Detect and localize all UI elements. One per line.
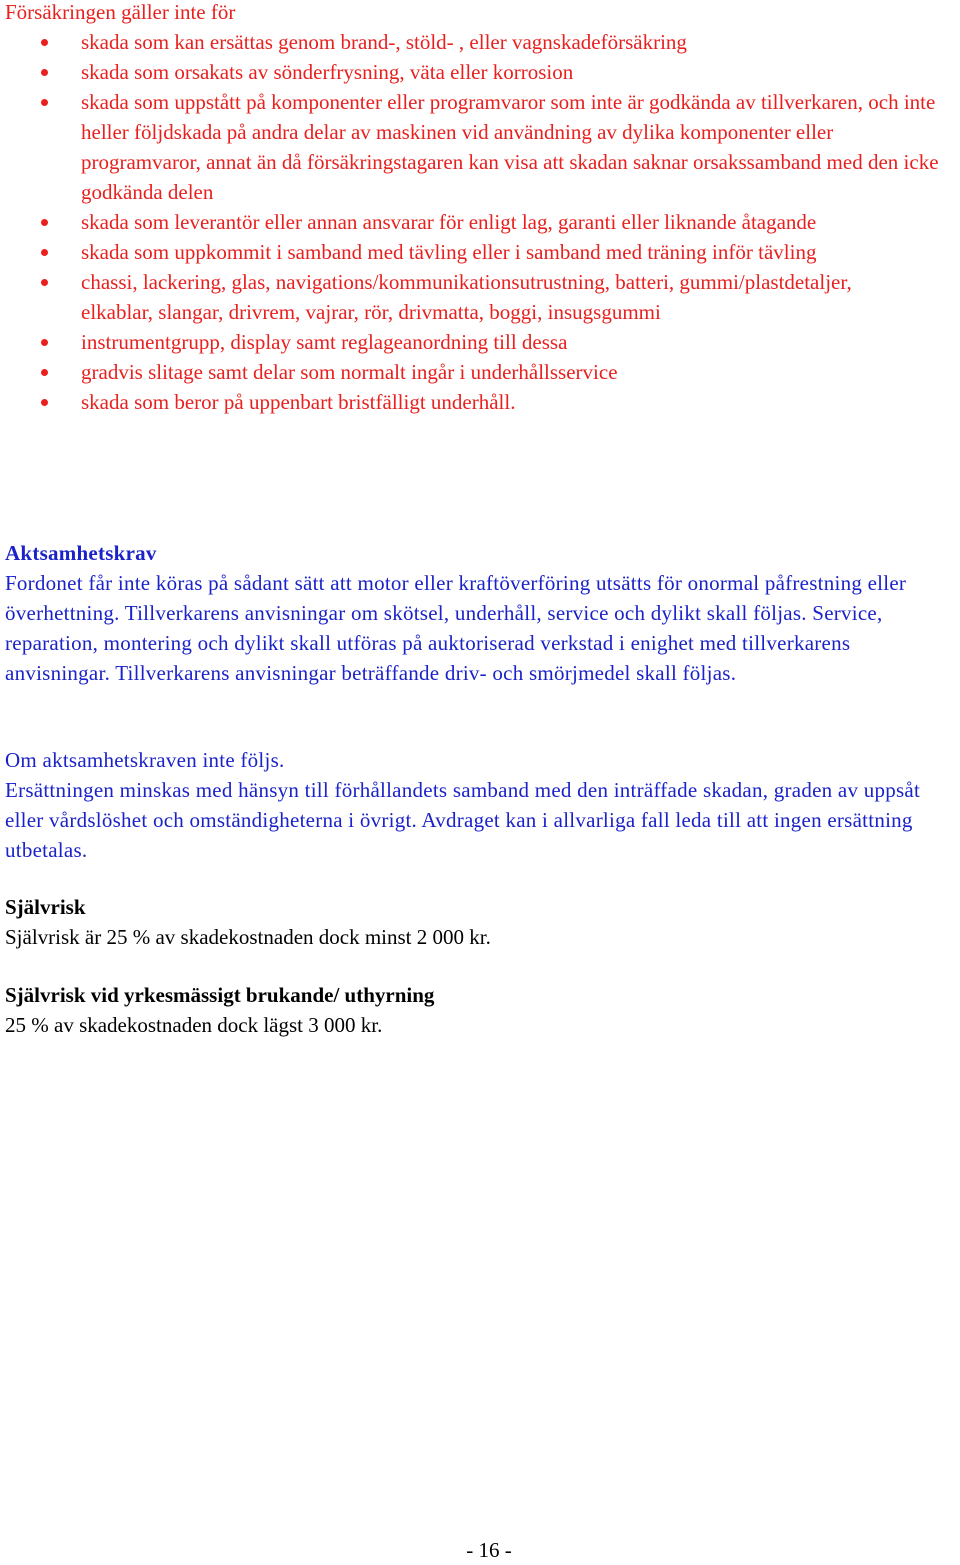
- bullet-icon: [41, 399, 48, 406]
- aktsamhet-heading: Aktsamhetskrav: [5, 541, 157, 565]
- bullet-icon: [41, 369, 48, 376]
- sjalvrisk-yrke-section: [5, 980, 960, 1040]
- sjalvrisk-heading: Självrisk: [5, 895, 86, 919]
- ej-foljs-heading: Om aktsamhetskraven inte följs.: [5, 748, 285, 772]
- list-item: skada som uppstått på komponenter eller programvaror som inte är godkända av tillverkaren, och inte heller följdskada på andra delar av maskinen vid användning av dylika komponenter eller programvaror, annat än då försäkringstagaren kan visa att skadan saknar orsakssamband med den icke godkända delen: [5, 87, 955, 207]
- bullet-icon: [41, 99, 48, 106]
- aktsamhet-body: Fordonet får inte köras på sådant sätt att motor eller kraftöverföring utsätts för onormal påfrestning eller överhettning. Tillverkarens anvisningar om skötsel, underhåll, service och dylikt skall följas. Service, reparation, montering och dylikt skall utföras på auktoriserad verkstad i enighet med tillverkarens anvisningar. Tillverkarens anvisningar beträffande driv- och smörjmedel skall följas.: [5, 571, 907, 685]
- ej-foljs-section: [5, 745, 960, 865]
- aktsamhet-section: [5, 538, 960, 688]
- list-item: gradvis slitage samt delar som normalt ingår i underhållsservice: [5, 357, 955, 387]
- list-item: skada som beror på uppenbart bristfälligt underhåll.: [5, 387, 955, 417]
- document-page: [5, 0, 955, 1037]
- sjalvrisk-yrke-heading: Självrisk vid yrkesmässigt brukande/ uthyrning: [5, 983, 435, 1007]
- bullet-icon: [41, 279, 48, 286]
- exclusions-intro: Försäkringen gäller inte för: [5, 0, 236, 24]
- sjalvrisk-section: [5, 892, 960, 952]
- list-item: instrumentgrupp, display samt reglageanordning till dessa: [5, 327, 955, 357]
- bullet-icon: [41, 339, 48, 346]
- page-number: - 16 -: [466, 1538, 512, 1562]
- list-item: skada som orsakats av sönderfrysning, väta eller korrosion: [5, 57, 955, 87]
- exclusions-list: [5, 27, 955, 417]
- sjalvrisk-yrke-body: 25 % av skadekostnaden dock lägst 3 000 kr.: [5, 1013, 383, 1037]
- bullet-icon: [41, 69, 48, 76]
- list-item: skada som leverantör eller annan ansvarar för enligt lag, garanti eller liknande åtagande: [5, 207, 955, 237]
- list-item: chassi, lackering, glas, navigations/kommunikationsutrustning, batteri, gummi/plastdetaljer, elkablar, slangar, drivrem, vajrar, rör, drivmatta, boggi, insugsgummi: [5, 267, 955, 327]
- bullet-icon: [41, 39, 48, 46]
- ej-foljs-body: Ersättningen minskas med hänsyn till förhållandets samband med den inträffade skadan, graden av uppsåt eller vårdslöshet och omständigheterna i övrigt. Avdraget kan i allvarliga fall leda till att ingen ersättning utbetalas.: [5, 778, 921, 862]
- sjalvrisk-body: Självrisk är 25 % av skadekostnaden dock minst 2 000 kr.: [5, 925, 491, 949]
- bullet-icon: [41, 219, 48, 226]
- bullet-icon: [41, 249, 48, 256]
- list-item: skada som kan ersättas genom brand-, stöld- , eller vagnskadeförsäkring: [5, 27, 955, 57]
- list-item: skada som uppkommit i samband med tävling eller i samband med träning inför tävling: [5, 237, 955, 267]
